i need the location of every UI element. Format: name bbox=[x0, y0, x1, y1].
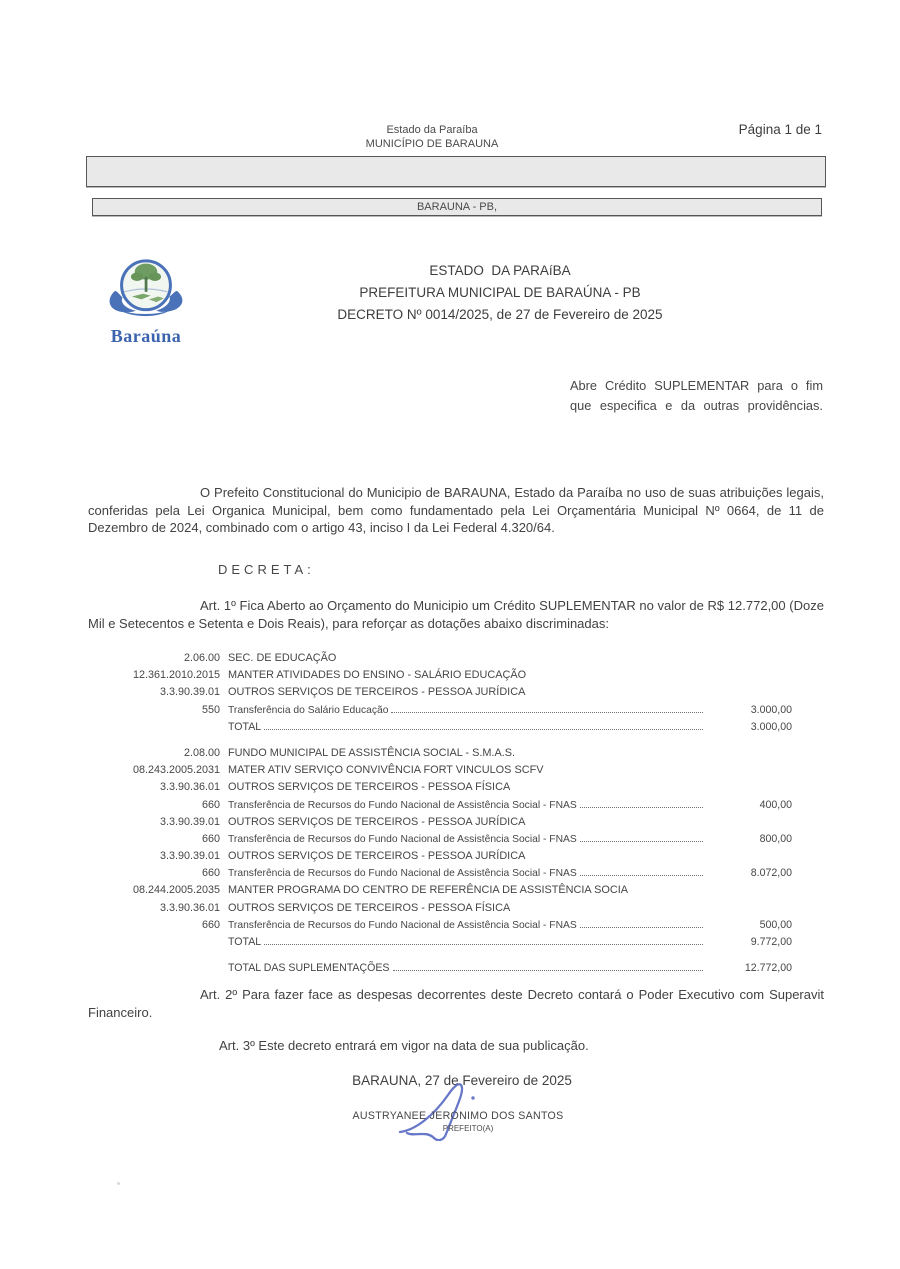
row-code: 3.3.90.39.01 bbox=[159, 686, 220, 699]
article-3-paragraph: Art. 3º Este decreto entrará em vigor na data de sua publicação. bbox=[219, 1038, 589, 1053]
row-value: 400,00 bbox=[759, 798, 792, 811]
row-value: 12.772,00 bbox=[744, 962, 792, 975]
row-code: 3.3.90.39.01 bbox=[159, 850, 220, 863]
row-label: OUTROS SERVIÇOS DE TERCEIROS - PESSOA JURÍDICA bbox=[228, 686, 526, 699]
table-row bbox=[88, 919, 792, 936]
table-row bbox=[88, 764, 792, 781]
dotted-leader bbox=[393, 970, 704, 971]
row-label: MANTER ATIVIDADES DO ENSINO - SALÁRIO EDUCAÇÃO bbox=[228, 669, 527, 682]
dotted-leader bbox=[580, 927, 703, 928]
table-row bbox=[88, 721, 792, 738]
decree-epigraph: Abre Crédito SUPLEMENTAR para o fim que especifica e da outras providências. bbox=[570, 378, 823, 413]
row-label: OUTROS SERVIÇOS DE TERCEIROS - PESSOA FÍSICA bbox=[228, 901, 511, 914]
row-label: MANTER PROGRAMA DO CENTRO DE REFERÊNCIA DE ASSISTÊNCIA SOCIA bbox=[228, 884, 628, 897]
signer-name: AUSTRYANEE JERONIMO DOS SANTOS bbox=[352, 1110, 564, 1122]
document-header bbox=[282, 124, 582, 151]
logo-caption: Baraúna bbox=[110, 326, 182, 346]
dotted-leader bbox=[580, 807, 703, 808]
table-row bbox=[88, 799, 792, 816]
dotted-leader bbox=[264, 944, 703, 945]
table-row bbox=[88, 936, 792, 953]
row-label: OUTROS SERVIÇOS DE TERCEIROS - PESSOA JURÍDICA bbox=[228, 815, 526, 828]
row-code: 660 bbox=[201, 798, 220, 811]
row-code: 3.3.90.39.01 bbox=[159, 815, 220, 828]
decreta-heading: DECRETA: bbox=[218, 562, 315, 577]
row-label: MATER ATIV SERVIÇO CONVIVÊNCIA FORT VINCULOS SCFV bbox=[228, 764, 544, 777]
table-row bbox=[88, 867, 792, 884]
row-value: 500,00 bbox=[759, 918, 792, 931]
table-row bbox=[88, 850, 792, 867]
municipal-logo bbox=[100, 258, 192, 347]
row-label: Transferência de Recursos do Fundo Nacional de Assistência Social - FNAS bbox=[228, 919, 577, 931]
banner-box-city: BARAUNA - PB, bbox=[92, 198, 822, 216]
row-value: 8.072,00 bbox=[750, 867, 792, 880]
scan-artifact-dot bbox=[117, 1182, 120, 1185]
row-code: 2.08.00 bbox=[183, 746, 220, 759]
row-value: 3.000,00 bbox=[750, 703, 792, 716]
row-code: 2.06.00 bbox=[183, 652, 220, 664]
row-code: 660 bbox=[201, 867, 220, 880]
row-label: TOTAL DAS SUPLEMENTAÇÕES bbox=[228, 962, 390, 975]
row-code: 08.244.2005.2035 bbox=[132, 884, 220, 897]
row-label: TOTAL bbox=[228, 936, 262, 948]
article-2-paragraph: Art. 2º Para fazer face as despesas decorrentes deste Decreto contará o Poder Executivo com Superavit Financeiro. bbox=[88, 987, 824, 1020]
budget-table bbox=[88, 652, 792, 979]
table-row bbox=[88, 652, 792, 669]
row-label: SEC. DE EDUCAÇÃO bbox=[228, 652, 337, 664]
dotted-leader bbox=[264, 729, 703, 730]
row-code: 550 bbox=[201, 703, 220, 716]
table-row bbox=[88, 962, 792, 979]
row-value: 9.772,00 bbox=[750, 936, 792, 948]
row-label: Transferência de Recursos do Fundo Nacional de Assistência Social - FNAS bbox=[228, 868, 577, 880]
baranua-emblem-icon bbox=[101, 258, 191, 320]
row-code: 08.243.2005.2031 bbox=[132, 764, 220, 777]
row-label: FUNDO MUNICIPAL DE ASSISTÊNCIA SOCIAL - S.M.A.S. bbox=[228, 746, 516, 759]
table-row bbox=[88, 902, 792, 919]
dotted-leader bbox=[391, 712, 703, 713]
row-value: 3.000,00 bbox=[750, 720, 792, 733]
title-state: ESTADO DA PARAíBA bbox=[429, 263, 571, 278]
row-label: Transferência de Recursos do Fundo Nacional de Assistência Social - FNAS bbox=[228, 833, 577, 845]
table-row bbox=[88, 833, 792, 850]
banner-box-empty bbox=[86, 156, 826, 187]
title-prefeitura: PREFEITURA MUNICIPAL DE BARAÚNA - PB bbox=[359, 285, 641, 300]
table-row bbox=[88, 884, 792, 901]
row-code: 660 bbox=[201, 832, 220, 845]
table-row bbox=[88, 747, 792, 764]
row-code: 3.3.90.36.01 bbox=[159, 901, 220, 914]
dotted-leader bbox=[580, 875, 703, 876]
title-block bbox=[180, 260, 820, 326]
dotted-leader bbox=[580, 841, 703, 842]
title-decreto-number: DECRETO Nº 0014/2025, de 27 de Fevereiro de 2025 bbox=[337, 307, 663, 322]
preamble-paragraph: O Prefeito Constitucional do Municipio de BARAUNA, Estado da Paraíba no uso de suas atribuições legais, conferidas pela Lei Organica Municipal, bem como fundamentado pela Lei Orçamentária Municipal Nº 0664, de 11 de Dezembro de 2024, combinado com o artigo 43, inciso I da Lei Federal 4.320/64. bbox=[88, 485, 824, 535]
table-row bbox=[88, 704, 792, 721]
table-row bbox=[88, 669, 792, 686]
article-1-paragraph: Art. 1º Fica Aberto ao Orçamento do Municipio um Crédito SUPLEMENTAR no valor de R$ 12.772,00 (Doze Mil e Setecentos e Setenta e Dois Reais), para reforçar as dotações abaixo discriminadas: bbox=[88, 598, 824, 631]
row-code: 12.361.2010.2015 bbox=[132, 669, 220, 682]
row-label: Transferência do Salário Educação bbox=[228, 704, 389, 716]
header-municipality-line: MUNICÍPIO DE BARAUNA bbox=[365, 137, 499, 150]
row-code: 660 bbox=[201, 918, 220, 931]
table-row bbox=[88, 781, 792, 798]
row-label: OUTROS SERVIÇOS DE TERCEIROS - PESSOA FÍSICA bbox=[228, 781, 511, 794]
header-state-line: Estado da Paraíba bbox=[386, 124, 478, 136]
dateline: BARAUNA, 27 de Fevereiro de 2025 bbox=[352, 1073, 572, 1088]
row-value: 800,00 bbox=[759, 832, 792, 845]
table-row bbox=[88, 816, 792, 833]
row-label: OUTROS SERVIÇOS DE TERCEIROS - PESSOA JURÍDICA bbox=[228, 850, 526, 863]
signer-role: PREFEITO(A) bbox=[442, 1124, 494, 1133]
row-code: 3.3.90.36.01 bbox=[159, 781, 220, 794]
row-label: TOTAL bbox=[228, 720, 262, 733]
page-indicator: Página 1 de 1 bbox=[738, 122, 822, 137]
table-row bbox=[88, 686, 792, 703]
row-label: Transferência de Recursos do Fundo Nacional de Assistência Social - FNAS bbox=[228, 799, 577, 811]
